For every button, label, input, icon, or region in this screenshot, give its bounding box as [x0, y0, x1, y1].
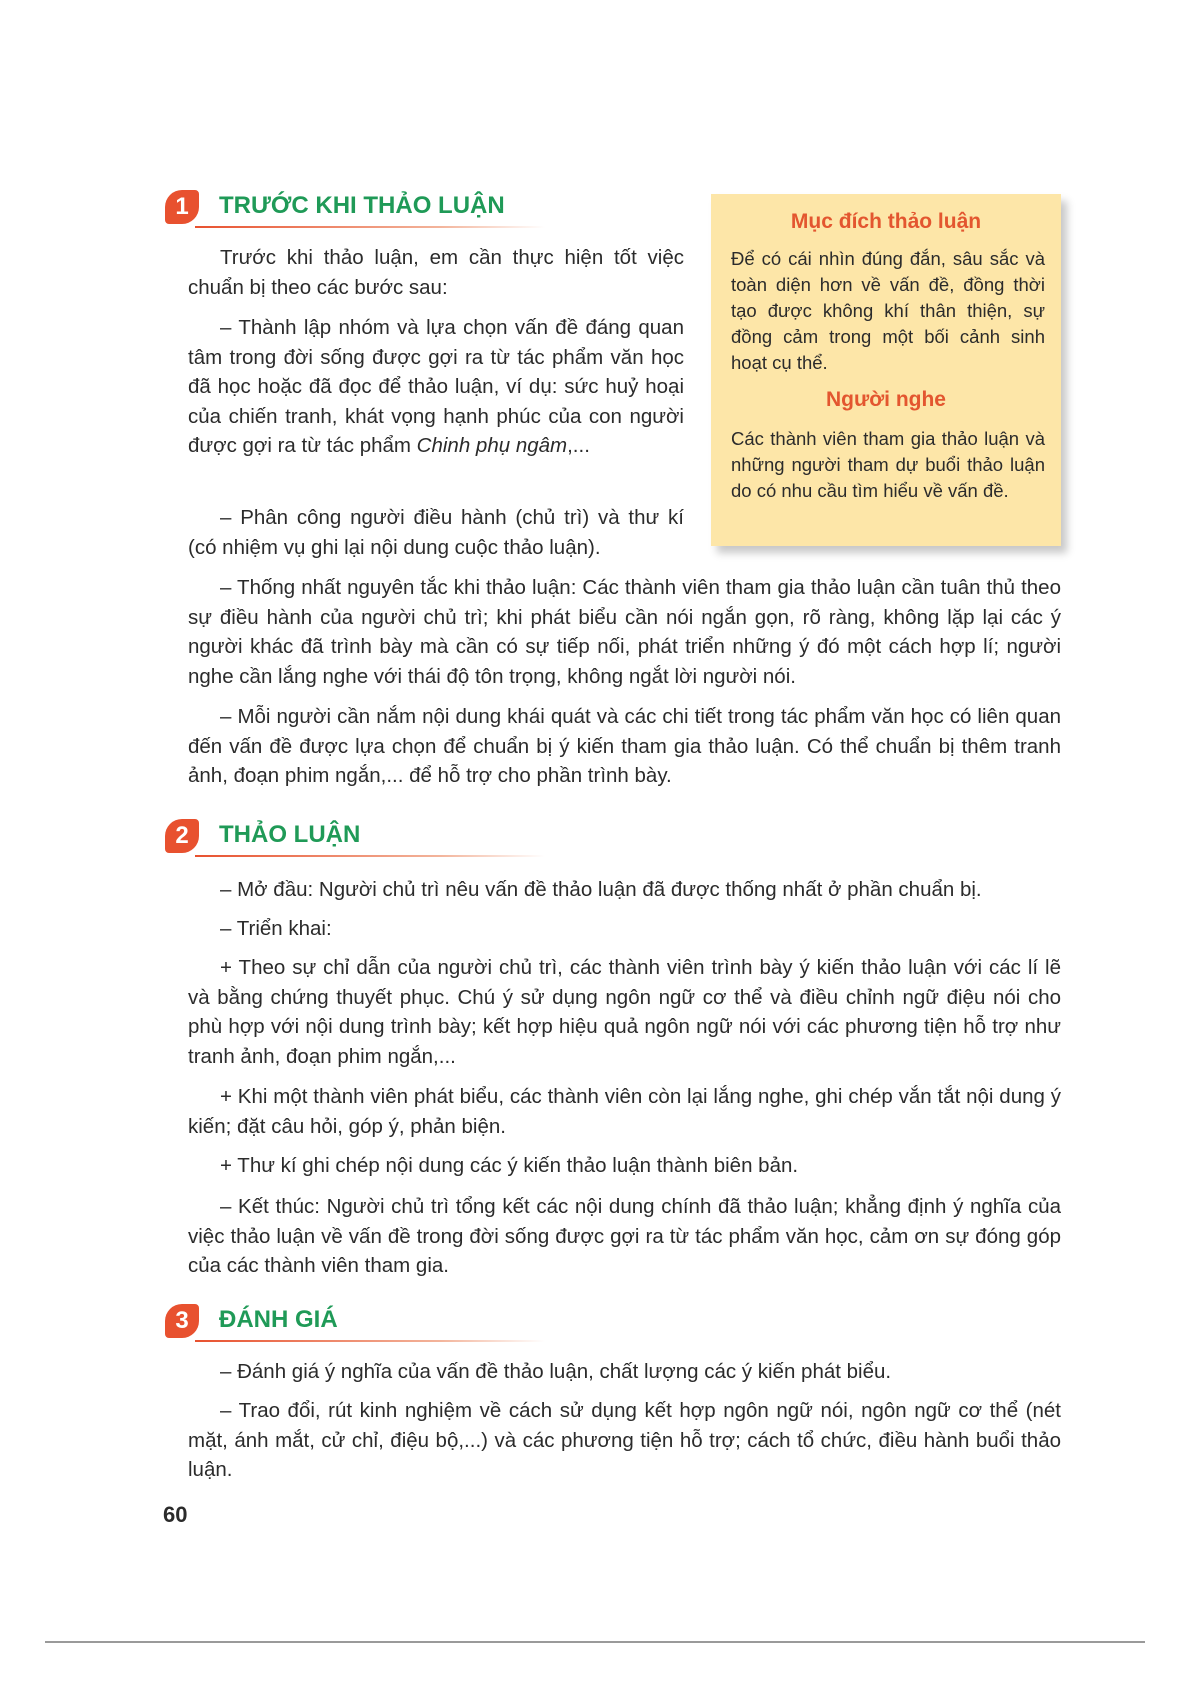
listener-title: Người nghe	[826, 388, 946, 411]
section-2-dev-2: + Khi một thành viên phát biểu, các thành viên còn lại lắng nghe, ghi chép vắn tắt nội dung ý kiến; đặt câu hỏi, góp ý, phản biện.	[188, 1085, 1061, 1138]
section-number-badge: 3	[165, 1304, 199, 1338]
purpose-title: Mục đích thảo luận	[790, 210, 982, 233]
section-2-closing: – Kết thúc: Người chủ trì tổng kết các nội dung chính đã thảo luận; khẳng định ý nghĩa của việc thảo luận về vấn đề trong đời sống được gợi ra từ tác phẩm văn học, cảm ơn sự đóng góp của các thành viên tham gia.	[188, 1195, 1061, 1277]
section-title: ĐÁNH GIÁ	[219, 1306, 338, 1333]
step-1-text: – Thành lập nhóm và lựa chọn vấn đề đáng quan tâm trong đời sống được gợi ra từ tác phẩm văn học đã học hoặc đã đọc để thảo luận, ví dụ: sức huỷ hoại của chiến tranh, khát vọng hạnh phúc của con người được gợi ra từ tác phẩm	[188, 316, 684, 457]
section-1-step-2: – Phân công người điều hành (chủ trì) và thư kí (có nhiệm vụ ghi lại nội dung cuộc thảo luận).	[188, 506, 684, 559]
section-number-badge: 2	[165, 819, 199, 853]
heading-underline	[195, 226, 545, 228]
section-2-development: – Triển khai:	[220, 917, 332, 940]
section-1-intro: Trước khi thảo luận, em cần thực hiện tốt việc chuẩn bị theo các bước sau:	[188, 246, 684, 299]
section-1-step-1	[188, 313, 684, 461]
page-number: 60	[163, 1502, 188, 1527]
section-title: TRƯỚC KHI THẢO LUẬN	[219, 192, 505, 219]
section-3-heading	[165, 1302, 545, 1342]
listener-text: Các thành viên tham gia thảo luận và những người tham dự buổi thảo luận do có nhu cầu tìm hiểu về vấn đề.	[731, 428, 1045, 501]
section-3-eval-1: – Đánh giá ý nghĩa của vấn đề thảo luận, chất lượng các ý kiến phát biểu.	[220, 1360, 892, 1383]
section-title: THẢO LUẬN	[219, 821, 361, 848]
step-1-end: ,...	[567, 434, 590, 457]
heading-underline	[195, 1340, 545, 1342]
info-sidebox	[711, 194, 1061, 546]
section-3-eval-2: – Trao đổi, rút kinh nghiệm về cách sử dụng kết hợp ngôn ngữ nói, ngôn ngữ cơ thể (nét mặt, ánh mắt, cử chỉ, điệu bộ,...) và các phương tiện hỗ trợ; cách tổ chức, điều hành buổi thảo luận.	[188, 1399, 1061, 1481]
bottom-rule	[45, 1641, 1145, 1643]
section-2-dev-3: + Thư kí ghi chép nội dung các ý kiến thảo luận thành biên bản.	[220, 1154, 799, 1177]
section-number-badge: 1	[165, 190, 199, 224]
section-2-dev-1: + Theo sự chỉ dẫn của người chủ trì, các thành viên trình bày ý kiến thảo luận với các lí lẽ và bằng chứng thuyết phục. Chú ý sử dụng ngôn ngữ cơ thể và điều chỉnh ngữ điệu nói cho phù hợp với nội dung trình bày; kết hợp hiệu quả ngôn ngữ nói với các phương tiện hỗ trợ như tranh ảnh, đoạn phim ngắn,...	[188, 956, 1061, 1068]
section-2-opening: – Mở đầu: Người chủ trì nêu vấn đề thảo luận đã được thống nhất ở phần chuẩn bị.	[220, 878, 982, 901]
heading-underline	[195, 855, 545, 857]
work-title: Chinh phụ ngâm	[416, 434, 568, 457]
section-2-heading	[165, 817, 545, 857]
section-1-step-4: – Mỗi người cần nắm nội dung khái quát và các chi tiết trong tác phẩm văn học có liên quan đến vấn đề được lựa chọn để chuẩn bị ý kiến tham gia thảo luận. Có thể chuẩn bị thêm tranh ảnh, đoạn phim ngắn,... để hỗ trợ cho phần trình bày.	[188, 705, 1061, 787]
purpose-text: Để có cái nhìn đúng đắn, sâu sắc và toàn diện hơn về vấn đề, đồng thời tạo được không khí thân thiện, sự đồng cảm trong một bối cảnh sinh hoạt cụ thể.	[731, 248, 1045, 373]
section-1-step-3: – Thống nhất nguyên tắc khi thảo luận: Các thành viên tham gia thảo luận cần tuân thủ theo sự điều hành của người chủ trì; khi phát biểu cần nói ngắn gọn, rõ ràng, không lặp lại các ý người khác đã trình bày mà cần có sự tiếp nối, phát triển những ý đó một cách hợp lí; người nghe cần lắng nghe với thái độ tôn trọng, không ngắt lời người nói.	[188, 576, 1061, 688]
section-1-heading	[165, 188, 545, 228]
